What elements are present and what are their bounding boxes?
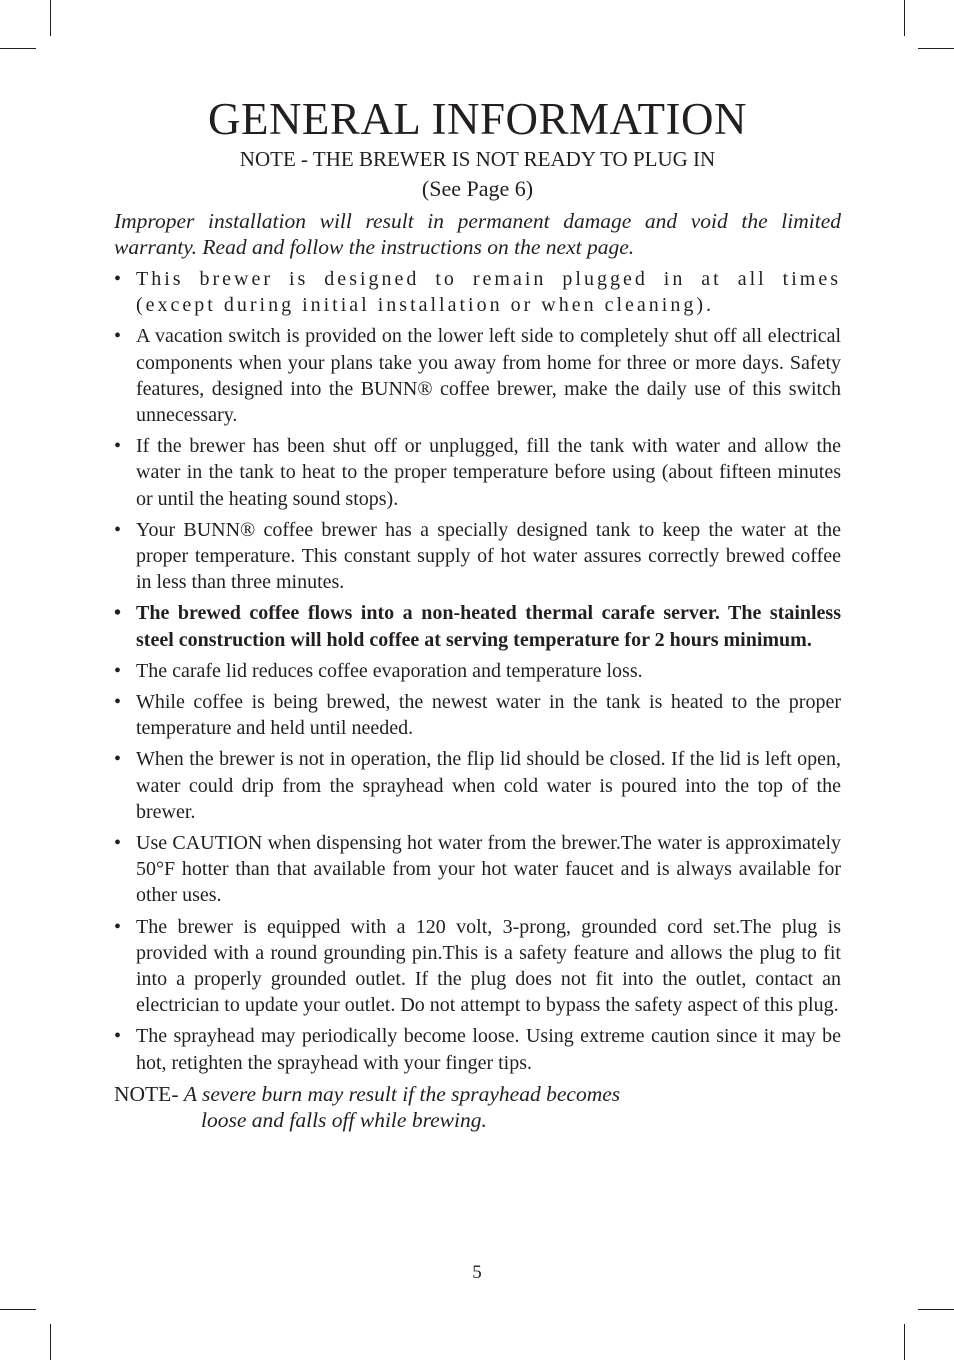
- crop-mark: [918, 48, 954, 49]
- list-item: • If the brewer has been shut off or unplugged, fill the tank with water and allow the water in the tank to heat to the proper temperature before using (about fifteen minutes or until the heating sound stops).: [114, 435, 841, 510]
- list-item: • A vacation switch is provided on the lower left side to completely shut off all electrical components when your plans take you away from home for three or more days. Safety features, designed into the BUNN® coffee brewer, make the daily use of this switch unnecessary.: [114, 325, 841, 427]
- bullet-icon: •: [114, 268, 122, 290]
- list-item: • The brewed coffee flows into a non-heated thermal carafe server. The stainless steel construction will hold coffee at serving temperature for 2 hours minimum.: [114, 602, 841, 651]
- bullet-icon: •: [114, 832, 122, 855]
- list-item: • This brewer is designed to remain plugged in at all times (except during initial installation or when cleaning).: [114, 268, 841, 317]
- bullet-icon: •: [114, 915, 122, 938]
- crop-mark: [50, 0, 51, 36]
- bullet-icon: •: [114, 1025, 122, 1048]
- page-title: GENERAL INFORMATION: [207, 94, 748, 144]
- note-text-line-2: loose and falls off while brewing.: [201, 1107, 487, 1132]
- see-page-reference: (See Page 6): [421, 176, 534, 201]
- note-label: NOTE-: [114, 1081, 184, 1106]
- list-item: • While coffee is being brewed, the newest water in the tank is heated to the proper temperature and held until needed.: [114, 691, 841, 740]
- bullet-icon: •: [114, 325, 122, 348]
- installation-warning: Improper installation will result in permanent damage and void the limited warranty. Read and follow the instructions on the next page.: [114, 209, 841, 259]
- bullet-icon: •: [114, 435, 122, 458]
- bullet-icon: •: [114, 659, 122, 682]
- crop-mark: [904, 0, 905, 36]
- crop-mark: [904, 1324, 905, 1360]
- list-item: • Your BUNN® coffee brewer has a specially designed tank to keep the water at the proper temperature. This constant supply of hot water assures correctly brewed coffee in less than three minutes.: [114, 518, 841, 594]
- list-item: • Use CAUTION when dispensing hot water from the brewer.The water is approximately 50°F hotter than that available from your hot water faucet and is always available for other uses.: [114, 832, 841, 907]
- info-list: [114, 266, 841, 1076]
- page-content: [114, 92, 841, 1133]
- crop-mark: [0, 1309, 36, 1310]
- list-item: • The sprayhead may periodically become loose. Using extreme caution since it may be hot, retighten the sprayhead with your finger tips.: [114, 1025, 841, 1074]
- list-item: • The brewer is equipped with a 120 volt, 3-prong, grounded cord set.The plug is provided with a round grounding pin.This is a safety feature and allows the plug to fit into a properly grounded outlet. If the plug does not fit into the outlet, contact an electrician to update your outlet. Do not attempt to bypass the safety aspect of this plug.: [114, 915, 841, 1017]
- note-text-line-1: A severe burn may result if the sprayhead becomes: [183, 1081, 621, 1106]
- burn-warning-note: [114, 1081, 841, 1133]
- bullet-icon: •: [114, 518, 122, 541]
- bullet-icon: •: [114, 602, 122, 625]
- crop-mark: [50, 1324, 51, 1360]
- crop-mark: [918, 1309, 954, 1310]
- page-number: 5: [472, 1262, 482, 1283]
- list-item: • The carafe lid reduces coffee evaporation and temperature loss.: [114, 658, 841, 684]
- list-item: • When the brewer is not in operation, the flip lid should be closed. If the lid is left open, water could drip from the sprayhead when cold water is poured into the top of the brewer.: [114, 748, 841, 823]
- bullet-icon: •: [114, 748, 122, 771]
- plug-in-note: NOTE - THE BREWER IS NOT READY TO PLUG IN: [239, 147, 716, 171]
- bullet-icon: •: [114, 691, 122, 714]
- crop-mark: [0, 48, 36, 49]
